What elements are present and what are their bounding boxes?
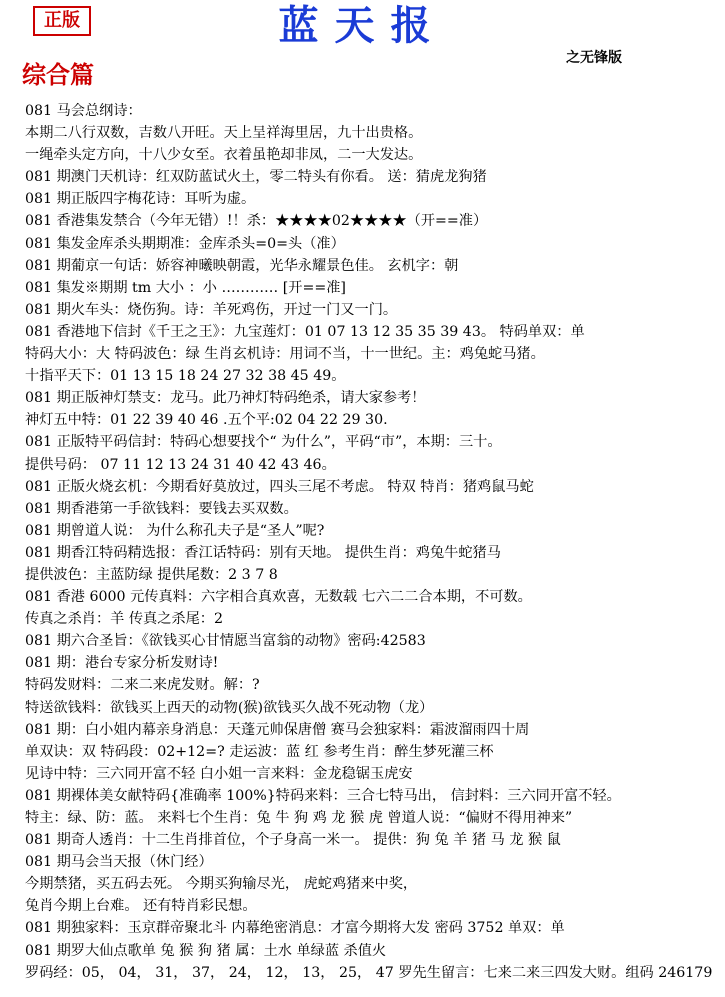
text-line: 081 正版火烧玄机：今期看好莫放过，四头三尾不考虑。 特双 特肖：猪鸡鼠马蛇 (25, 478, 534, 495)
text-line: 081 期火车头：烧伤狗。诗：羊死鸡伤，开过一门又一门。 (25, 301, 398, 318)
text-line: 兔肖今期上台难。 还有特肖彩民想。 (25, 898, 257, 915)
text-line: 081 马会总纲诗： (25, 103, 142, 119)
text-line: 081 期香江特码精选报：香江话特码：别有天地。 提供生肖：鸡兔牛蛇猪马 (25, 544, 501, 561)
text-line: 081 期澳门天机诗：红双防蓝试火土，零二特头有你看。 送：猜虎龙狗猪 (25, 169, 487, 186)
text-line: 081 期马会当天报（休门经） (25, 854, 213, 871)
text-line: 081 香港 6000 元传真料：六字相合真欢喜，无数载 七六二二合本期，不可数。 (25, 589, 532, 606)
text-line: 081 期香港第一手欲钱料：要钱去买双数。 (25, 500, 298, 517)
text-line: 081 期独家料：玉京群帝聚北斗 内幕绝密消息：才富今期将大发 密码 3752 单双：单 (25, 920, 565, 937)
text-line: 081 期正版四字梅花诗：耳听为虚。 (25, 191, 256, 208)
text-line: 081 期罗大仙点歌单 兔 猴 狗 猪 属：土水 单绿蓝 杀值火 (25, 942, 387, 959)
edition-label: 之无锋版 (566, 50, 622, 66)
text-line: 081 期六合圣旨：《欲钱买心甘情愿当富翁的动物》密码:42583 (25, 633, 426, 650)
text-line: 传真之杀肖：羊 传真之杀尾：2 (25, 611, 223, 628)
text-line: 今期禁猪，买五码去死。 今期买狗输尽光， 虎蛇鸡猪来中奖， (25, 876, 418, 893)
section-heading: 综合篇 (22, 60, 94, 89)
text-line: 081 期曾道人说： 为什么称孔夫子是“圣人”呢? (25, 522, 325, 539)
text-line: 见诗中特：三六同开富不轻 白小姐一言来料：金龙稳锯玉虎安 (25, 765, 413, 782)
text-line: 081 期葡京一句话：娇容神曦映朝霞，光华永耀景色佳。 玄机字：朝 (25, 257, 459, 274)
text-line: 一绳牵头定方向，十八少女至。衣着虽艳却非凤，二一大发达。 (25, 147, 423, 164)
text-line: 081 集发※期期 tm 大小 ：小 ………… [开==准] (25, 279, 346, 296)
text-line: 特送欲钱料：欲钱买上西天的动物(猴)欲钱买久战不死动物（龙） (25, 699, 434, 716)
text-line: 081 期奇人透肖：十二生肖排首位，个子身高一米一。 提供：狗 兔 羊 猪 马 龙 猴 鼠 (25, 832, 561, 849)
text-line: 罗码经：05， 04， 31， 37， 24， 12， 13， 25， 47 罗先生留言：七来二来三四发大财。组码 246179 (25, 964, 713, 981)
text-line: 提供号码： 07 11 12 13 24 31 40 42 43 46。 (25, 456, 336, 473)
text-line: 十指平天下：01 13 15 18 24 27 32 38 45 49。 (25, 368, 346, 385)
text-line: 单双诀：双 特码段：02+12=? 走运波：蓝 红 参考生肖：醉生梦死灌三杯 (25, 743, 494, 760)
text-line: 特码大小：大 特码波色：绿 生肖玄机诗：用词不当，十一世纪。主：鸡兔蛇马猪。 (25, 346, 545, 363)
text-line: 081 香港地下信封《千王之王》：九宝莲灯：01 07 13 12 35 35 39 43。 特码单双：单 (25, 323, 585, 340)
text-line: 081 香港集发禁合（今年无错）!！杀：★★★★02★★★★（开==准） (25, 213, 488, 230)
text-line: 提供波色：主蓝防绿 提供尾数：2 3 7 8 (25, 566, 278, 583)
text-line: 081 期裸体美女献特码{准确率 100%}特码来料：三合七特马出， 信封料：三六同开富不轻。 (25, 787, 621, 804)
text-line: 081 正版特平码信封：特码心想要找个“ 为什么”，平码“市”，本期：三十。 (25, 434, 502, 451)
text-line: 081 期：港台专家分析发财诗! (25, 655, 219, 672)
newspaper-title: 蓝天报 (278, 2, 447, 49)
authentic-badge: 正版 (33, 6, 91, 36)
text-line: 神灯五中特：01 22 39 40 46 .五个平:02 04 22 29 30. (25, 412, 388, 429)
text-line: 特码发财料：二来二来虎发财。解：? (25, 677, 260, 694)
content-lines (25, 100, 720, 984)
text-line: 特主：绿、防：蓝。 来料七个生肖：兔 牛 狗 鸡 龙 猴 虎 曾道人说：“偏财不得用神来” (25, 810, 573, 826)
text-line: 081 期正版神灯禁支：龙马。此乃神灯特码绝杀，请大家参考！ (25, 390, 426, 407)
text-line: 081 期：白小姐内幕亲身消息：天蓬元帅保唐僧 赛马会独家料：霜波溜雨四十周 (25, 721, 530, 738)
text-line: 本期二八行双数，吉数八开旺。天上呈祥海里居，九十出贵格。 (25, 125, 423, 142)
text-line: 081 集发金库杀头期期准：金库杀头=0=头（准） (25, 235, 345, 252)
